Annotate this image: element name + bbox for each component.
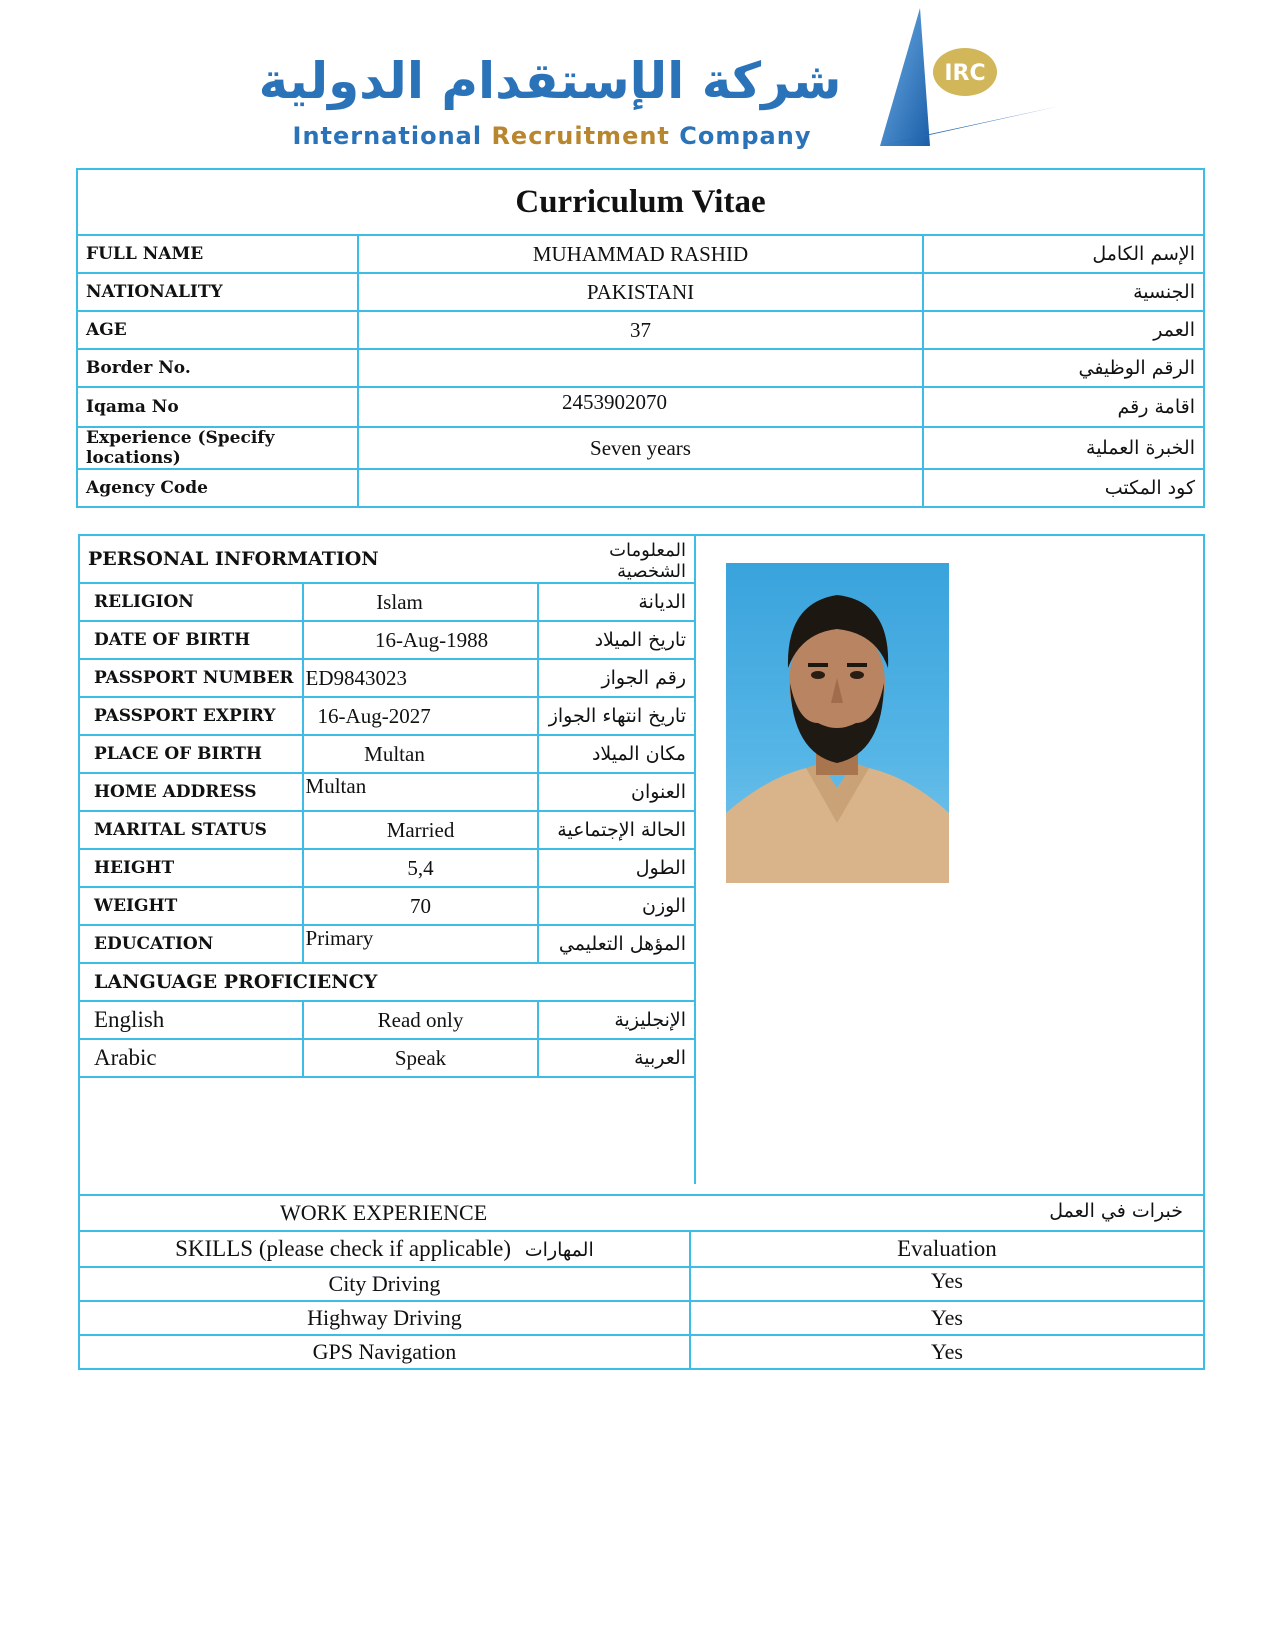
- field-value: Seven years: [358, 427, 922, 469]
- field-label: NATIONALITY: [77, 273, 358, 311]
- field-value: Islam: [303, 583, 539, 621]
- blank-row: [79, 1077, 695, 1184]
- field-label-arabic: الوزن: [538, 887, 695, 925]
- language-name-arabic: العربية: [538, 1039, 695, 1077]
- field-value: 2453902070: [358, 387, 922, 427]
- field-value: 70: [303, 887, 539, 925]
- field-label-arabic: العنوان: [538, 773, 695, 811]
- field-label-arabic: اقامة رقم: [923, 387, 1205, 427]
- portrait-icon: [726, 563, 949, 883]
- field-label: DATE OF BIRTH: [79, 621, 303, 659]
- company-logo: [230, 0, 1090, 160]
- field-value: MUHAMMAD RASHID: [358, 235, 922, 273]
- field-label-arabic: الجنسية: [923, 273, 1205, 311]
- skill-name: Highway Driving: [79, 1301, 690, 1335]
- work-experience-table: [78, 1194, 1205, 1370]
- field-label-arabic: العمر: [923, 311, 1205, 349]
- pi-row-passport-number: [79, 659, 695, 697]
- company-name-arabic: شركة الإستقدام الدولية: [258, 52, 842, 110]
- field-label: PASSPORT EXPIRY: [79, 697, 303, 735]
- field-label: PASSPORT NUMBER: [79, 659, 303, 697]
- candidate-photo: [726, 563, 949, 883]
- field-label: Border No.: [77, 349, 358, 387]
- field-label-arabic: المؤهل التعليمي: [538, 925, 695, 963]
- field-label: Iqama No: [77, 387, 358, 427]
- sail-logo-icon: [860, 6, 1090, 156]
- field-value: [358, 349, 922, 387]
- field-label: MARITAL STATUS: [79, 811, 303, 849]
- language-name: English: [79, 1001, 303, 1039]
- language-proficiency-header: [79, 963, 695, 1001]
- language-level: Speak: [303, 1039, 539, 1077]
- cv-row-agency-code: [77, 469, 1204, 507]
- language-name-arabic: الإنجليزية: [538, 1001, 695, 1039]
- field-label: Agency Code: [77, 469, 358, 507]
- skill-evaluation: Yes: [690, 1301, 1204, 1335]
- field-value: Primary: [303, 925, 539, 963]
- section-title: LANGUAGE PROFICIENCY: [79, 963, 695, 1001]
- cv-row-iqama-no: [77, 387, 1204, 427]
- svg-text:IRC: IRC: [944, 61, 986, 86]
- section-title: WORK EXPERIENCE: [280, 1200, 488, 1225]
- cv-summary-table: [76, 168, 1205, 508]
- field-value: ED9843023: [303, 659, 539, 697]
- skills-header: SKILLS (please check if applicable) المهارات: [79, 1231, 690, 1267]
- field-label: WEIGHT: [79, 887, 303, 925]
- cv-title: Curriculum Vitae: [77, 169, 1204, 235]
- pi-row-home-address: [79, 773, 695, 811]
- pi-row-religion: [79, 583, 695, 621]
- personal-information-table: [78, 534, 696, 1184]
- skills-header-row: [79, 1231, 1204, 1267]
- field-label-arabic: الحالة الإجتماعية: [538, 811, 695, 849]
- language-level: Read only: [303, 1001, 539, 1039]
- cv-row-full-name: [77, 235, 1204, 273]
- field-label: AGE: [77, 311, 358, 349]
- section-title: PERSONAL INFORMATION: [79, 535, 538, 583]
- section-title-arabic: خبرات في العمل: [1049, 1200, 1183, 1222]
- pi-row-place-of-birth: [79, 735, 695, 773]
- blank-area: [79, 1077, 695, 1184]
- field-label-arabic: رقم الجواز: [538, 659, 695, 697]
- field-label: HEIGHT: [79, 849, 303, 887]
- field-label-arabic: تاريخ انتهاء الجواز: [538, 697, 695, 735]
- field-label-arabic: كود المكتب: [923, 469, 1205, 507]
- work-experience-title-cell: [79, 1195, 1204, 1231]
- pi-row-weight: [79, 887, 695, 925]
- field-label-arabic: الخبرة العملية: [923, 427, 1205, 469]
- skills-header-arabic: المهارات: [524, 1239, 594, 1261]
- skill-name: GPS Navigation: [79, 1335, 690, 1369]
- skill-row: [79, 1301, 1204, 1335]
- pi-row-education: [79, 925, 695, 963]
- field-label: EDUCATION: [79, 925, 303, 963]
- field-label: HOME ADDRESS: [79, 773, 303, 811]
- pi-row-passport-expiry: [79, 697, 695, 735]
- field-value: 16-Aug-2027: [303, 697, 539, 735]
- field-label-arabic: الرقم الوظيفي: [923, 349, 1205, 387]
- field-label-arabic: الطول: [538, 849, 695, 887]
- personal-information-header: [79, 535, 695, 583]
- field-value: Married: [303, 811, 539, 849]
- skill-evaluation: Yes: [690, 1335, 1204, 1369]
- field-label-arabic: الإسم الكامل: [923, 235, 1205, 273]
- skill-name: City Driving: [79, 1267, 690, 1301]
- language-row-english: [79, 1001, 695, 1039]
- field-value: 16-Aug-1988: [303, 621, 539, 659]
- work-experience-header: [79, 1195, 1204, 1231]
- field-value: 5,4: [303, 849, 539, 887]
- company-name-english: International Recruitment Company: [292, 122, 812, 150]
- pi-row-date-of-birth: [79, 621, 695, 659]
- skill-row: [79, 1335, 1204, 1369]
- section-title-arabic: المعلومات الشخصية: [538, 535, 695, 583]
- pi-row-marital-status: [79, 811, 695, 849]
- skill-row: [79, 1267, 1204, 1301]
- skill-evaluation: Yes: [690, 1267, 1204, 1301]
- field-label: PLACE OF BIRTH: [79, 735, 303, 773]
- field-label: RELIGION: [79, 583, 303, 621]
- field-value: [358, 469, 922, 507]
- field-label-arabic: مكان الميلاد: [538, 735, 695, 773]
- field-label-arabic: تاريخ الميلاد: [538, 621, 695, 659]
- language-name: Arabic: [79, 1039, 303, 1077]
- cv-row-age: [77, 311, 1204, 349]
- cv-row-experience: [77, 427, 1204, 469]
- cv-row-border-no: [77, 349, 1204, 387]
- field-label: FULL NAME: [77, 235, 358, 273]
- pi-row-height: [79, 849, 695, 887]
- field-value: Multan: [303, 735, 539, 773]
- field-label: Experience (Specify locations): [77, 427, 358, 469]
- evaluation-header: Evaluation: [690, 1231, 1204, 1267]
- language-row-arabic: [79, 1039, 695, 1077]
- field-value: PAKISTANI: [358, 273, 922, 311]
- field-label-arabic: الديانة: [538, 583, 695, 621]
- cv-row-nationality: [77, 273, 1204, 311]
- field-value: 37: [358, 311, 922, 349]
- field-value: Multan: [303, 773, 539, 811]
